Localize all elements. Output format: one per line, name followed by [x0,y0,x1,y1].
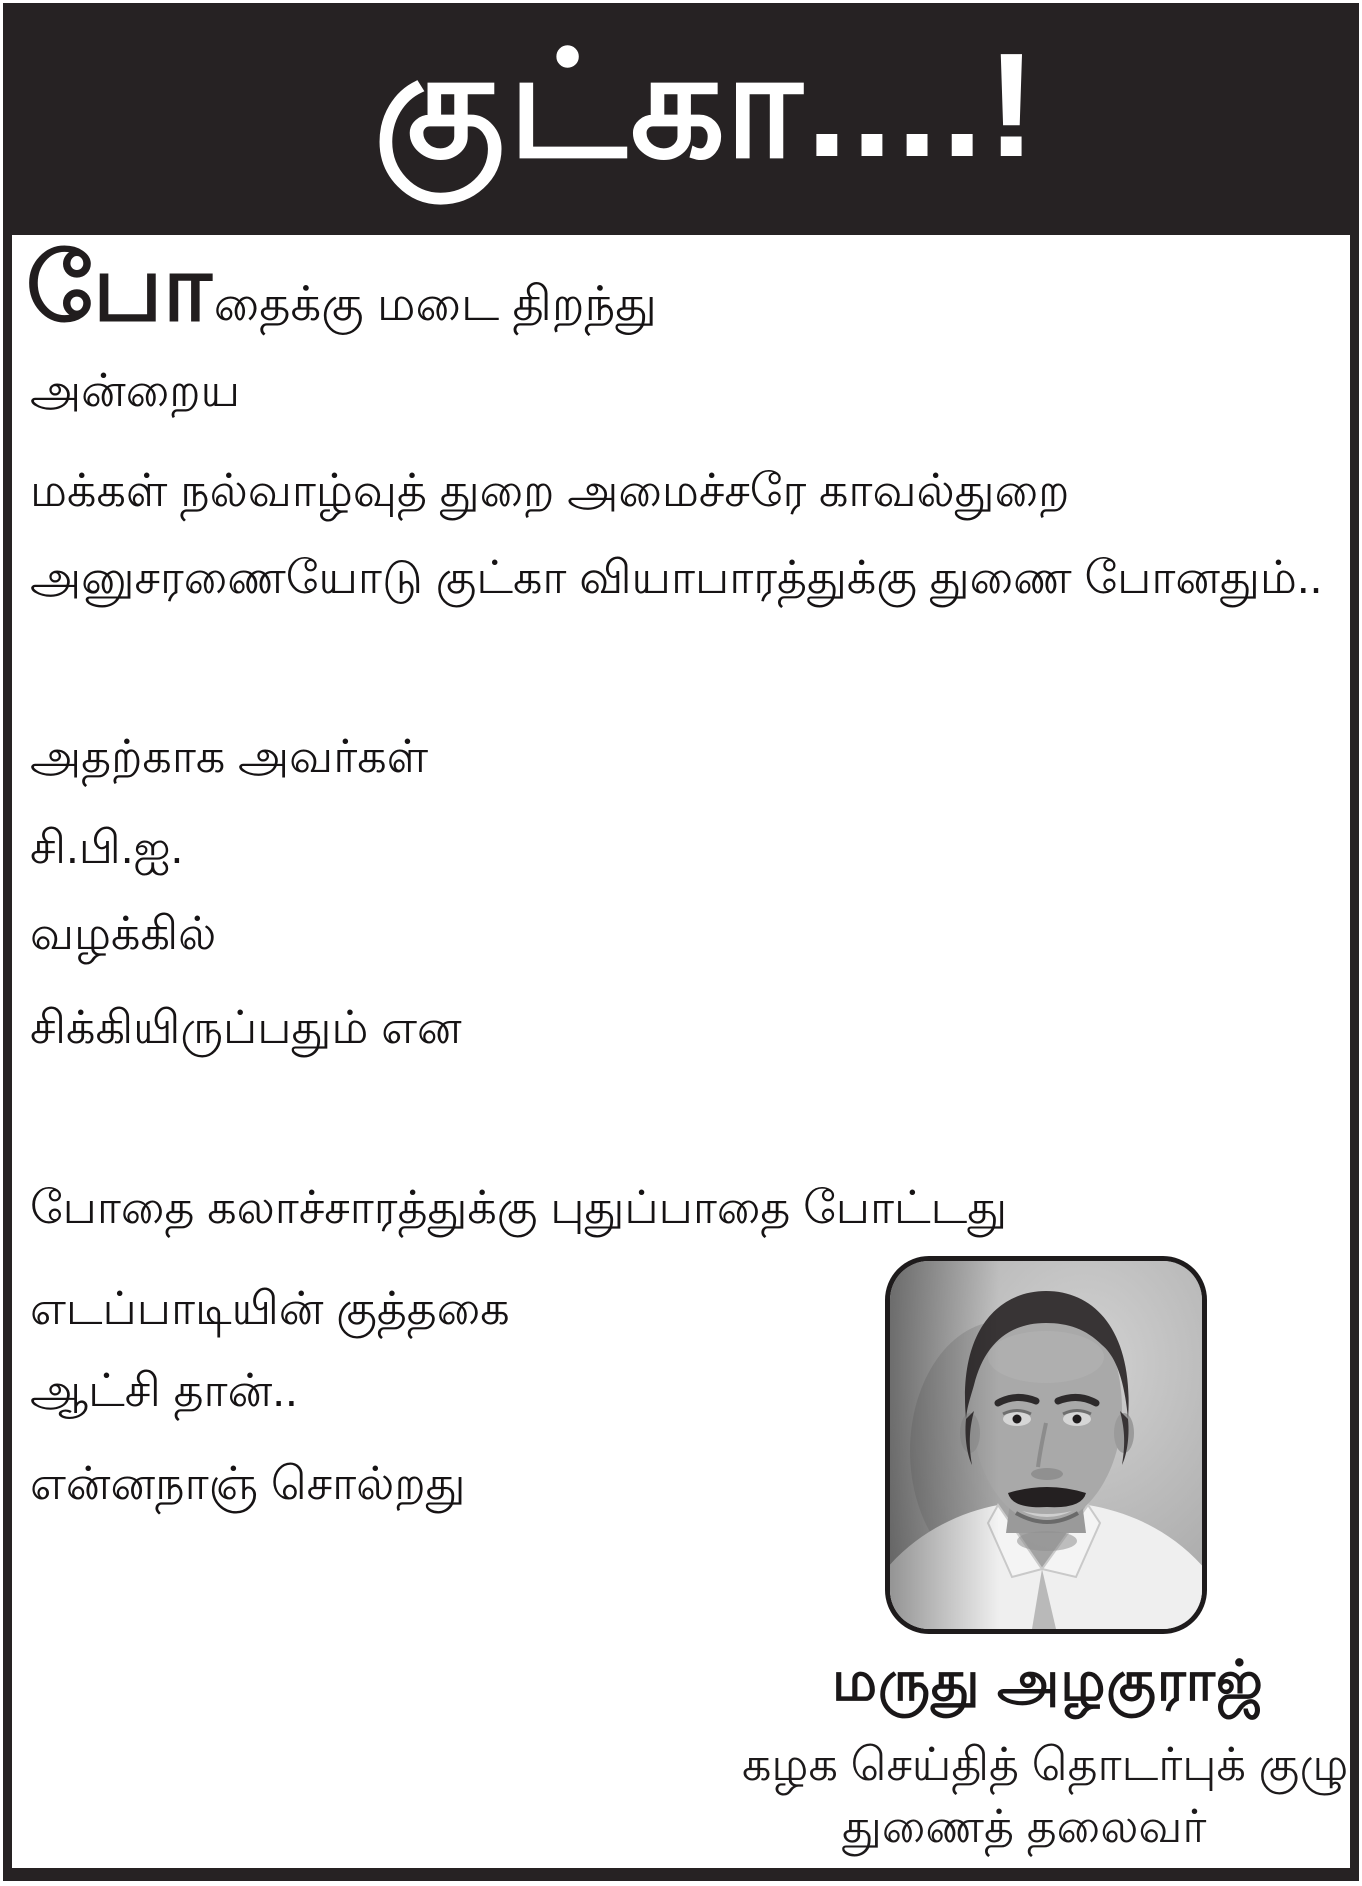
body-line: ஆட்சி தான்.. [30,1364,298,1416]
body-line: அதற்காக அவர்கள் [30,730,429,782]
attribution-role-line1: கழக செய்தித் தொடர்புக் குழு [742,1738,1349,1790]
dropcap: போ [26,235,214,340]
body-line: அன்றைய [30,364,241,416]
body-line: எடப்பாடியின் குத்தகை [30,1282,510,1334]
body-line: போதை கலாச்சாரத்துக்கு புதுப்பாதை போட்டது [30,1181,1008,1233]
attribution-role-line2: துணைத் தலைவர் [842,1800,1207,1852]
body-line: அனுசரணையோடு குட்கா வியாபாரத்துக்கு துணை போனதும்.. [30,551,1323,603]
body-line: வழக்கில் [30,907,217,959]
body-line: மக்கள் நல்வாழ்வுத் துறை அமைச்சரே காவல்துறை [30,464,1070,516]
body-lead-line [26,234,657,355]
body-line: சிக்கியிருப்பதும் என [30,1001,462,1053]
body-line: என்னநாஞ் சொல்றது [30,1457,466,1509]
page-title: குட்கா....! [373,23,1041,188]
attribution-name: மருது அழகுராஜ் [832,1649,1264,1712]
portrait-photo-frame [885,1256,1207,1634]
body-line: சி.பி.ஐ. [30,821,184,873]
portrait-photo [890,1261,1202,1629]
lead-rest-text: தைக்கு மடை திறந்து [213,278,657,331]
